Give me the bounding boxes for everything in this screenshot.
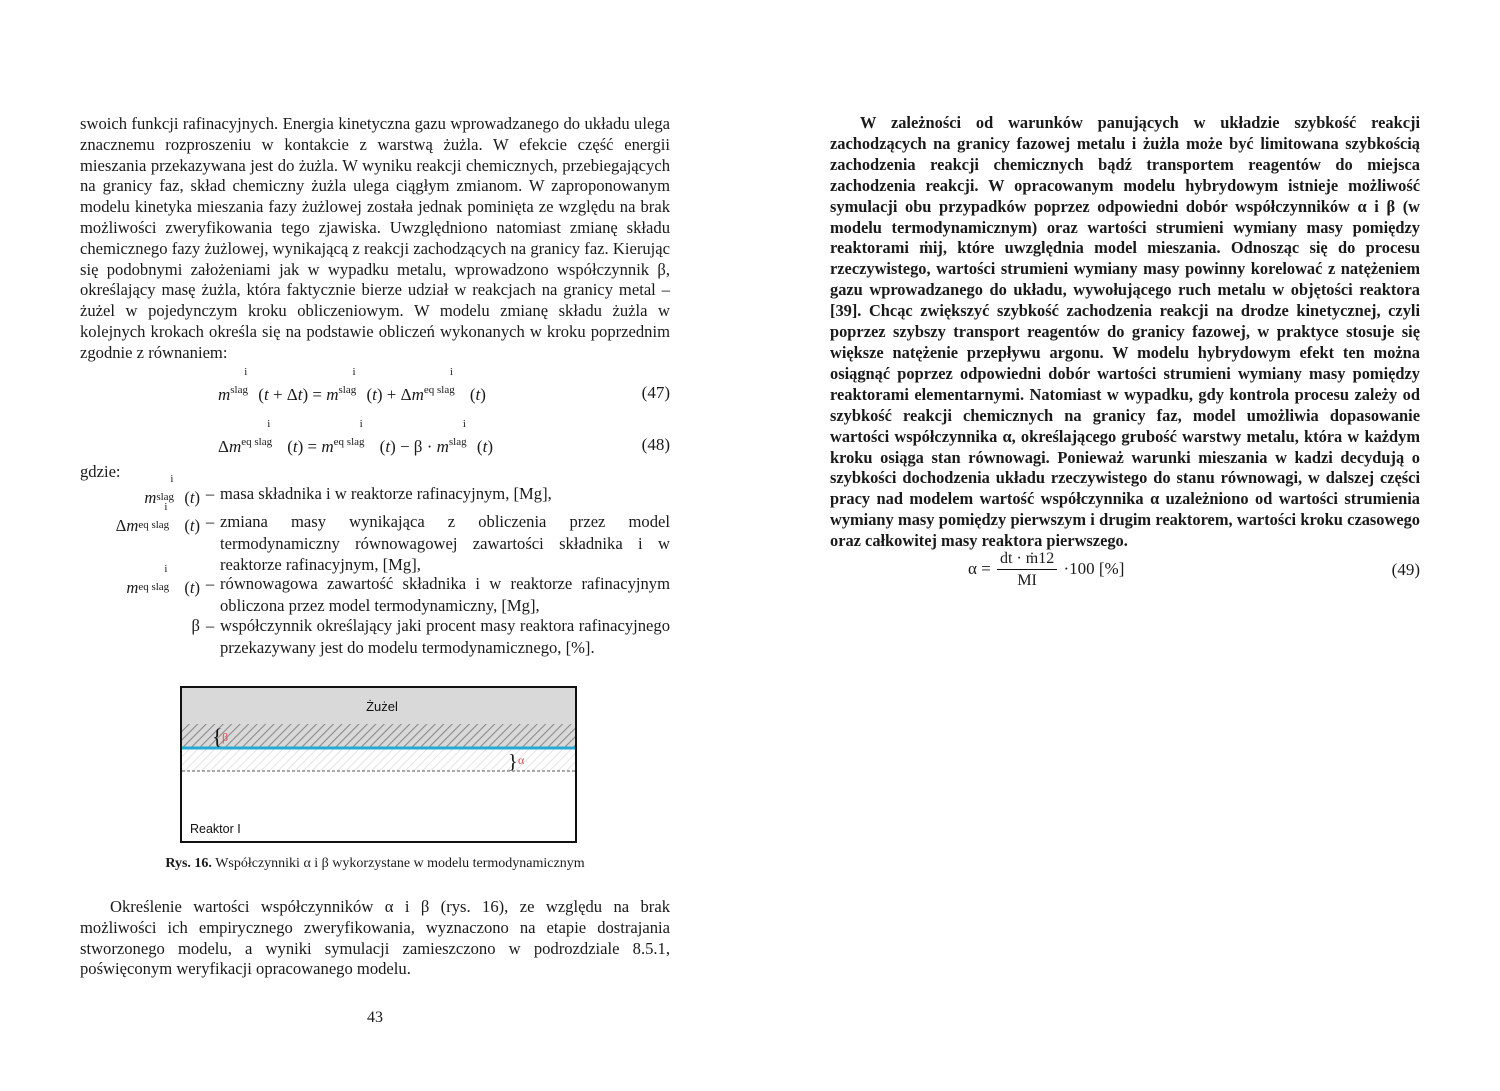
definition-text: zmiana masy wynikająca z obliczenia przez model termodynamiczny równowagowej zawartości składnika i w reaktorze rafinacyjnym, [Mg], [220, 512, 670, 575]
definition-delta-m-eq-slag [80, 501, 670, 577]
beta-label: β [222, 730, 229, 744]
eq49-fraction [997, 550, 1057, 590]
equation-47-number: (47) [641, 383, 670, 402]
equation-49 [968, 550, 1124, 590]
definition-text: masa składnika i w reaktorze rafinacyjnym, [Mg], [220, 484, 552, 503]
definition-dash: – [205, 512, 215, 531]
definition-m-slag [80, 473, 670, 507]
definition-text: równowagowa zawartość składnika i w reaktorze rafinacyjnym obliczona przez model termodynamiczny, [Mg], [220, 574, 670, 615]
figure-caption [80, 856, 670, 872]
eq49-numerator: dt · ṁ12 [997, 550, 1057, 570]
beta-brace: { [212, 724, 223, 749]
definition-symbol: m i eq slag (t) [126, 563, 200, 597]
definition-symbol: β [191, 616, 200, 635]
figure-diagram [182, 688, 575, 841]
right-paragraph-1: W zależności od warunków panujących w układzie szybkość reakcji zachodzących na granicy fazowej metalu i żużla może być limitowana szybkością zachodzenia reakcji chemicznych bądź transportem reagentów do miejsca zachodzenia reakcji. W opracowanym modelu hybrydowym istnieje możliwość symulacji obu przypadków poprzez odpowiedni dobór współczynników α i β (w modelu termodynamicznym) oraz wartości strumieni wymiany masy pomiędzy reaktorami ṁij, które uwzględnia model mieszania. Odnosząc się do procesu rzeczywistego, wartości strumieni wymiany masy powinny korelować z natężeniem gazu wprowadzanego do układu, wywołującego ruch metalu w objętości reaktora [39]. Chcąc zwiększyć szybkość zachodzenia reakcji na drodze kinetycznej, czyli poprzez szybszy transport reagentów do granicy fazowej, w praktyce stosuje się większe natężenie przepływu argonu. W modelu hybrydowym efekt ten można osiągnąć poprzez odpowiedni dobór wartości strumieni wymiany masy pomiędzy reaktorami elementarnymi. Natomiast w wypadku, gdy kontrola procesu zależy od szybkość reakcji chemicznych na granicy faz, model umożliwia dopasowanie wartości współczynnika α, określającego grubość warstwy metalu, która w każdym kroku osiąga stan równowagi. Ponieważ warunki mieszania w kadzi decydują o szybkości dochodzenia układu rzeczywistego do stanu równowagi, w dalszej części pracy nad modelem wartość współczynnika α uzależniono od wartości strumienia wymiany masy pomiędzy pierwszym i drugim reaktorem, wartości kroku czasowego oraz całkowitej masy reaktora pierwszego. [830, 113, 1420, 551]
equation-49-number: (49) [1391, 560, 1420, 579]
definition-m-eq-slag [80, 563, 670, 617]
gdzie-label: gdzie: [80, 462, 121, 481]
definition-symbol: Δm i eq slag (t) [115, 501, 200, 535]
left-paragraph-2: Określenie wartości współczynników α i β (rys. 16), ze względu na brak możliwości ich empirycznego zweryfikowania, wyznaczono na etapie dostrajania stworzonego modelu, a wyniki symulacji zamieszczono w podrozdziale 8.5.1, poświęconym weryfikacji opracowanego modelu. [80, 897, 670, 979]
beta-hatched-zone [182, 724, 575, 748]
equation-48-number: (48) [641, 435, 670, 454]
definition-text: współczynnik określający jaki procent masy reaktora rafinacyjnego przekazywany jest do modelu termodynamicznego, [%]. [220, 616, 670, 657]
definition-beta [80, 615, 670, 659]
alpha-label: α [518, 753, 525, 767]
equation-48: Δm i eq slag (t) = m i eq slag (t) − β · m i slag (t) [218, 418, 493, 456]
caption-text: Współczynniki α i β wykorzystane w modelu termodynamicznym [215, 856, 585, 871]
slag-label: Żużel [366, 699, 398, 714]
equation-47: m i slag (t + Δt) = m i slag (t) + Δm i eq slag (t) [218, 366, 486, 404]
caption-prefix: Rys. 16. [165, 856, 212, 871]
definition-dash: – [205, 616, 215, 635]
page-number: 43 [367, 1009, 383, 1026]
eq49-denominator: MI [1017, 572, 1037, 589]
definition-dash: – [205, 484, 215, 503]
alpha-brace: } [508, 751, 518, 773]
definition-dash: – [205, 574, 215, 593]
eq49-tail: ·100 [%] [1063, 558, 1125, 578]
eq49-lhs: α = [968, 558, 991, 578]
figure-16 [180, 686, 577, 843]
definition-symbol: m i slag (t) [144, 473, 200, 507]
left-paragraph-1: swoich funkcji rafinacyjnych. Energia kinetyczna gazu wprowadzanego do układu ulega znacznemu rozproszeniu w kontakcie z warstwą żużla. W efekcie część energii mieszania przekazywana jest do żużla. W wyniku reakcji chemicznych, przebiegających na granicy faz, skład chemiczny żużla ulega ciągłym zmianom. W zaproponowanym modelu kinetyka mieszania fazy żużlowej została jednak pominięta ze względu na brak możliwości zweryfikowania tego zjawiska. Uwzględniono natomiast zmianę składu chemicznego fazy żużlowej, wynikającą z reakcji zachodzących na granicy faz. Kierując się podobnymi założeniami jak w wypadku metalu, wprowadzono współczynnik β, określający masę żużla, która faktycznie bierze udział w reakcjach na granicy metal – żużel w pojedynczym kroku obliczeniowym. W modelu zmianę składu żużla w kolejnych krokach określa się na podstawie obliczeń wykonanych w kroku poprzednim zgodnie z równaniem: [80, 114, 670, 362]
reactor-label: Reaktor I [190, 822, 241, 836]
